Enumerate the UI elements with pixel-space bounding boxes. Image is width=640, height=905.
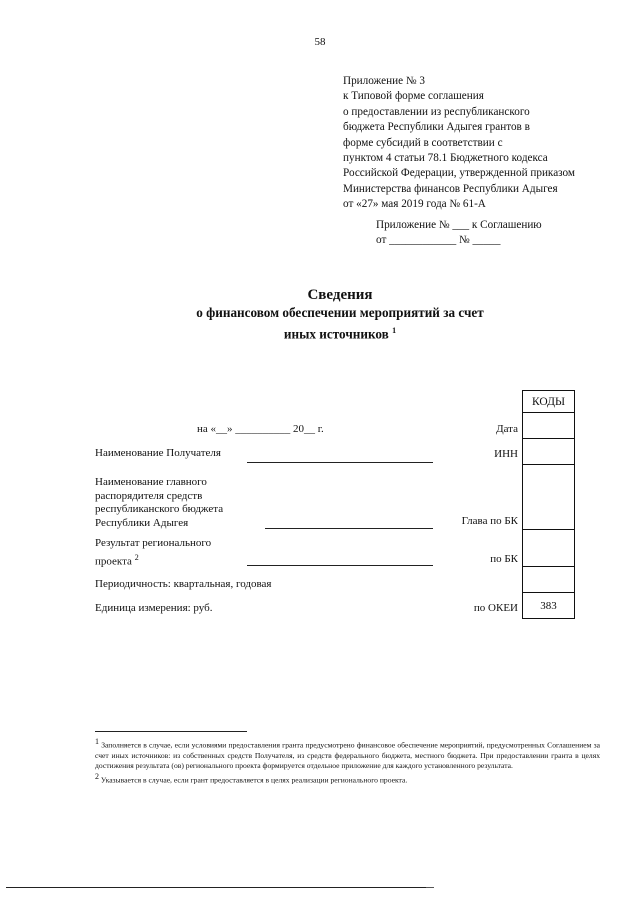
agreement-line-2: от ____________ № _____ [376, 234, 501, 247]
footnotes [95, 737, 600, 786]
periodicity-code-cell [522, 566, 575, 593]
manager-underline [265, 528, 433, 529]
appendix-line: форме субсидий в соответствии с [343, 136, 503, 149]
inn-code-cell [522, 438, 575, 465]
periodicity-label: Периодичность: квартальная, годовая [95, 578, 272, 590]
manager-label-line: распорядителя средств [95, 489, 203, 502]
document-title [150, 286, 530, 343]
recipient-underline [247, 462, 433, 463]
manager-label-line: республиканского бюджета [95, 503, 224, 516]
appendix-line: Российской Федерации, утвержденной приказом [343, 167, 575, 180]
appendix-line: пунктом 4 статьи 78.1 Бюджетного кодекса [343, 152, 548, 165]
page-number: 58 [314, 36, 326, 48]
appendix-line: о предоставлении из республиканского [343, 105, 530, 118]
footnote-2-mark: 2 [95, 771, 99, 781]
footnote-1-mark: 1 [95, 737, 99, 746]
title-line-3-text: иных источников [283, 326, 389, 342]
project-label-line-1: Результат регионального [95, 537, 212, 549]
title-line-3 [150, 322, 530, 343]
codes-header: КОДЫ [522, 390, 575, 413]
unit-label: Единица измерения: руб. [95, 602, 213, 614]
footnote-ref-1: 1 [392, 326, 397, 335]
footnote-2-text: Указывается в случае, если грант предоставляется в целях реализации регионального проекта. [100, 775, 408, 785]
footnote-1 [95, 737, 600, 772]
manager-label [95, 476, 223, 530]
appendix-line: от «27» мая 2019 года № 61-А [343, 198, 486, 211]
project-underline [247, 565, 433, 566]
bottom-rule-tail [426, 887, 434, 888]
okei-label: по ОКЕИ [473, 602, 518, 614]
appendix-header [343, 74, 575, 213]
project-label-text: проекта [95, 555, 132, 568]
agreement-reference [376, 218, 542, 249]
footnote-2 [95, 772, 600, 786]
title-line-2: о финансовом обеспечении мероприятий за счет [196, 305, 484, 320]
po-bk-label: по БК [490, 553, 518, 565]
project-label [95, 537, 211, 569]
glava-bk-code-cell [522, 464, 575, 530]
appendix-line: Министерства финансов Республики Адыгея [343, 182, 558, 195]
report-date-line: на «__» __________ 20__ г. [197, 423, 324, 435]
glava-bk-label: Глава по БК [461, 515, 518, 527]
inn-label: ИНН [494, 448, 518, 460]
manager-label-line: Наименование главного [95, 476, 207, 488]
date-code-cell [522, 412, 575, 439]
footnote-1-text: Заполняется в случае, если условиями предоставления гранта предусмотрено финансовое обеспечение мероприятий, предусмотренных Соглашением за счет иных источников: из собственных средств Получателя, из средств федерального бюджета, местного бюджета. При предоставлении гранта в целях достижения результата (ов) регионального проекта формируется отдельное приложение для каждого установленного результата. [95, 740, 600, 771]
date-label: Дата [496, 423, 518, 435]
manager-label-line: Республики Адыгея [95, 516, 189, 529]
po-bk-code-cell [522, 529, 575, 567]
appendix-line: к Типовой форме соглашения [343, 90, 484, 103]
appendix-line: Приложение № 3 [343, 75, 425, 87]
footnote-ref-2: 2 [134, 552, 139, 562]
okei-code-cell: 383 [522, 592, 575, 619]
bottom-rule [6, 887, 426, 888]
recipient-label: Наименование Получателя [95, 447, 221, 459]
appendix-line: бюджета Республики Адыгея грантов в [343, 121, 530, 134]
title-line-1: Сведения [307, 287, 373, 303]
agreement-line-1: Приложение № ___ к Соглашению [376, 219, 542, 231]
project-label-line-2 [95, 551, 211, 569]
footnote-separator [95, 731, 247, 732]
